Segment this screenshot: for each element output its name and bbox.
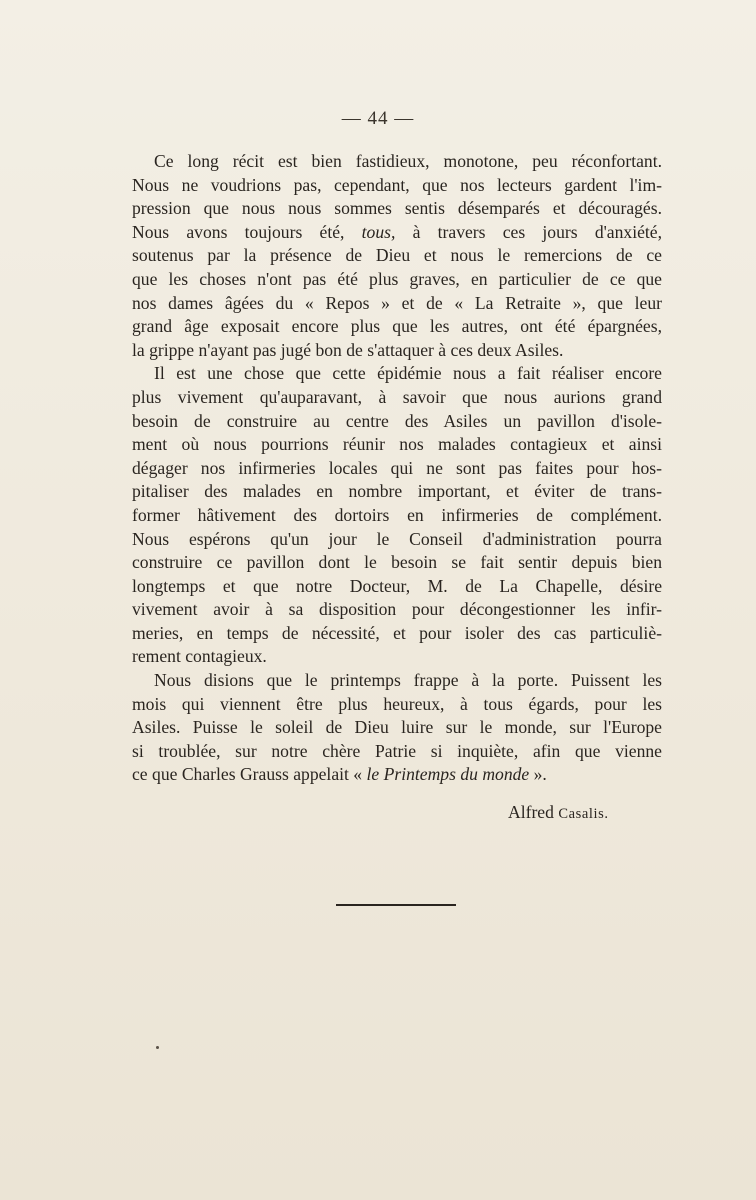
italic-text: tous, [361,221,396,242]
text-line: Ce long récit est bien fastidieux, monotone, peu réconfortant. [154,151,662,171]
text-line: la grippe n'ayant pas jugé bon de s'attaquer à ces deux Asiles. [132,339,564,360]
author-signature [508,802,609,823]
paper-speck [156,1046,159,1049]
text-line: pression que nous nous sommes sentis désemparés et découragés. [132,198,662,219]
text-line: mois qui viennent être plus heureux, à tous égards, pour les [132,693,662,714]
text-line: longtemps et que notre Docteur, M. de La Chapelle, désire [132,575,662,596]
text-line: former hâtivement des dortoirs en infirmeries de complément. [132,504,662,525]
text-line: construire ce pavillon dont le besoin se fait sentir depuis bien [132,552,662,573]
text-line: rement contagieux. [132,646,267,667]
text-line: dégager nos infirmeries locales qui ne sont pas faites pour hos- [132,457,662,478]
text-line: besoin de construire au centre des Asiles un pavillon d'isole- [132,410,662,431]
text-line: plus vivement qu'auparavant, à savoir que nous aurions grand [132,386,662,407]
text-line: Nous disions que le printemps frappe à la porte. Puissent les [154,670,662,691]
text-line: Nous ne voudrions pas, cependant, que nos lecteurs gardent l'im- [132,174,662,195]
signature-first-name: Alfred [508,802,554,822]
text-line: que les choses n'ont pas été plus graves, en particulier de ce que [132,268,662,289]
text-line: ment où nous pourrions réunir nos malades contagieux et ainsi [132,434,662,455]
text-line: soutenus par la présence de Dieu et nous le remercions de ce [132,245,662,266]
text-line: Nous espérons qu'un jour le Conseil d'administration pourra [132,528,662,549]
text-line [132,221,662,245]
text-line: Asiles. Puisse le soleil de Dieu luire sur le monde, sur l'Europe [132,717,662,738]
italic-text: le Printemps du monde [366,764,530,785]
closing-rule [336,904,456,906]
text-line [132,763,662,787]
text-line: vivement avoir à sa disposition pour décongestionner les infir- [132,599,662,620]
text-line: Il est une chose que cette épidémie nous a fait réaliser encore [154,363,662,384]
text-segment: ce que Charles Grauss appelait « [132,764,367,785]
signature-last-name: Casalis. [558,806,609,822]
text-line: pitaliser des malades en nombre important, et éviter de trans- [132,481,662,502]
text-line: meries, en temps de nécessité, et pour isoler des cas particuliè- [132,622,662,643]
body-text [132,150,662,787]
text-line: si troublée, sur notre chère Patrie si inquiète, afin que vienne [132,740,662,761]
page-number: — 44 — [341,108,415,129]
text-line: nos dames âgées du « Repos » et de « La Retraite », que leur [132,292,662,313]
text-segment: Nous avons toujours été, [132,221,362,242]
text-segment: ». [529,764,547,785]
text-segment: à travers ces jours d'anxiété, [395,221,662,242]
text-line: grand âge exposait encore plus que les autres, ont été épargnées, [132,316,662,337]
